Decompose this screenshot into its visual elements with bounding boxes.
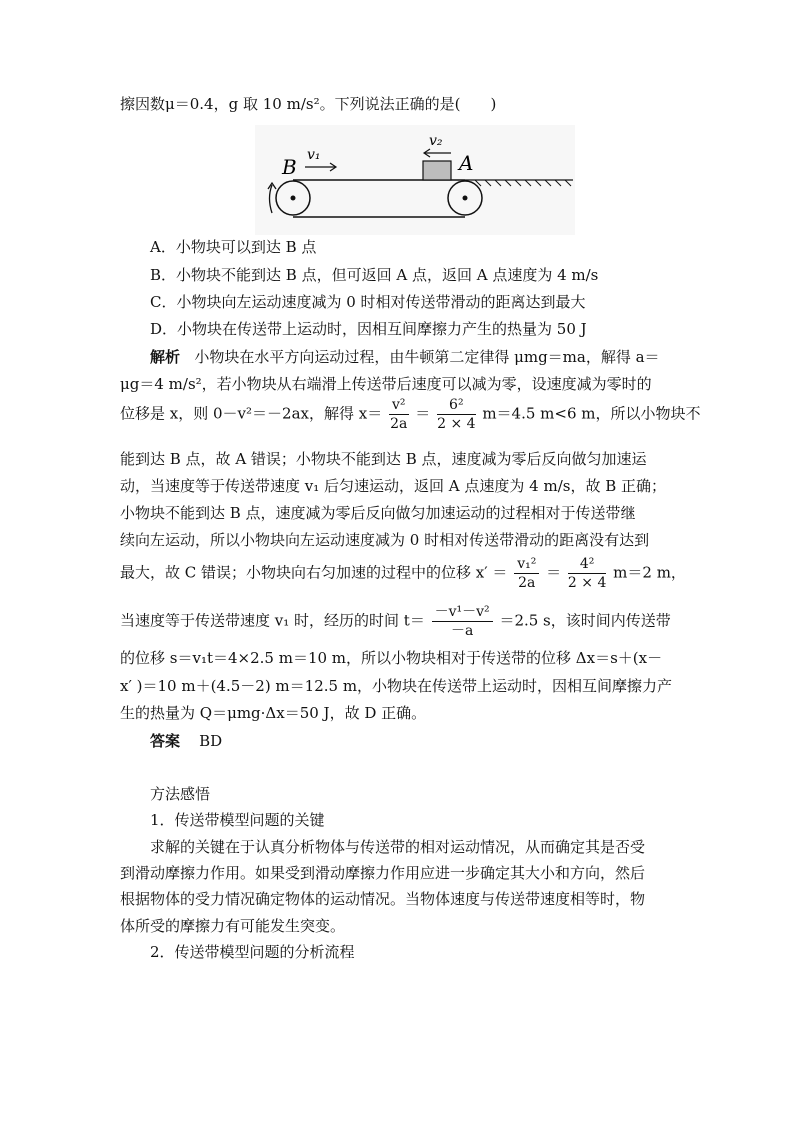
analysis-text-1: 小物块在水平方向运动过程，由牛顿第二定律得 μmg＝ma，解得 a＝ — [194, 348, 660, 366]
method-paragraph-line: 体所受的摩擦力有可能发生突变。 — [120, 917, 346, 935]
analysis-line-7: 续向左运动，所以小物块向左运动速度减为 0 时相对传送带滑动的距离没有达到 — [120, 531, 650, 549]
intro-line: 擦因数μ＝0.4，g 取 10 m/s²。下列说法正确的是( ) — [120, 95, 497, 113]
method-paragraph-line: 根据物体的受力情况确定物体的运动情况。当物体速度与传送带速度相等时，物 — [120, 890, 646, 908]
option-d: D．小物块在传送带上运动时，因相互间摩擦力产生的热量为 50 J — [150, 320, 587, 338]
method-paragraph-line: 求解的关键在于认真分析物体与传送带的相对运动情况，从而确定其是否受 — [150, 838, 646, 856]
analysis-text-9a: 当速度等于传送带速度 v₁ 时，经历的时间 t＝ — [120, 611, 425, 630]
option-c: C．小物块向左运动速度减为 0 时相对传送带滑动的距离达到最大 — [150, 293, 586, 311]
analysis-text-8a: 最大，故 C 错误；小物块向右匀加速的过程中的位移 x′ ＝ — [120, 563, 508, 582]
fraction-6sq-over-8: $\frac{\text{6²}}{2 \times 4}$ — [437, 397, 476, 432]
analysis-line-8: 最大，故 C 错误；小物块向右匀加速的过程中的位移 x′ ＝ $\frac{\text{v₁²}}{2a}$ ＝ $\frac{\text{4²}}{2 \times 4}$ m＝2 m， — [120, 556, 686, 591]
method-heading-1: 1．传送带模型问题的关键 — [150, 811, 325, 829]
conveyor-belt-figure — [255, 125, 575, 235]
label-v1: v₁ — [307, 147, 321, 163]
answer-value: BD — [199, 732, 223, 750]
method-paragraph-line: 到滑动摩擦力作用。如果受到滑动摩擦力作用应进一步确定其大小和方向，然后 — [120, 864, 646, 882]
label-v2: v₂ — [429, 133, 443, 149]
analysis-line-12: 生的热量为 Q＝μmg·Δx＝50 J，故 D 正确。 — [120, 704, 427, 722]
analysis-text-3c: m＝4.5 m<6 m，所以小物块不 — [482, 404, 701, 423]
fraction-v1sq-over-2a: $\frac{\text{v₁²}}{2a}$ — [514, 557, 539, 590]
analysis-line-4: 能到达 B 点，故 A 错误；小物块不能到达 B 点，速度减为零后反向做匀加速运 — [120, 450, 647, 468]
fraction-4sq-over-8: $\frac{\text{4²}}{2 \times 4}$ — [567, 556, 607, 591]
method-title: 方法感悟 — [150, 785, 211, 803]
method-heading-2: 2．传送带模型问题的分析流程 — [150, 943, 355, 961]
option-a: A．小物块可以到达 B 点 — [150, 238, 317, 256]
analysis-text-8c: m＝2 m， — [613, 563, 686, 582]
analysis-line-5: 动，当速度等于传送带速度 v₁ 后匀速运动，返回 A 点速度为 4 m/s，故 B 正确； — [120, 477, 667, 495]
analysis-line-10: 的位移 s＝v₁t＝4×2.5 m＝10 m，所以小物块相对于传送带的位移 Δx＝s＋(x－ — [120, 649, 663, 667]
analysis-line-9 — [120, 605, 671, 638]
label-B: B — [282, 155, 297, 179]
analysis-text-3a: 位移是 x，则 0－v²＝－2ax，解得 x＝ — [120, 404, 383, 423]
analysis-line-3: 位移是 x，则 0－v²＝－2ax，解得 x＝ $\frac{\text{v²}}{2a}$ ＝ $\frac{\text{6²}}{2 \times 4}$ m＝4.5 m<6 m，所以小物块不 — [120, 397, 701, 432]
analysis-line-6: 小物块不能到达 B 点，速度减为零后反向做匀加速运动的过程相对于传送带继 — [120, 504, 636, 522]
block — [423, 161, 451, 180]
analysis-text-9b: ＝2.5 s，该时间内传送带 — [499, 611, 671, 630]
label-A: A — [459, 151, 474, 175]
fraction-time: $\frac{\text{－v¹－v²}}{-a}$ — [432, 605, 493, 638]
answer-line — [150, 734, 222, 749]
option-b: B．小物块不能到达 B 点，但可返回 A 点，返回 A 点速度为 4 m/s — [150, 266, 599, 284]
analysis-line-2: μg＝4 m/s²，若小物块从右端滑上传送带后速度可以减为零，设速度减为零时的 — [120, 375, 652, 393]
answer-label: 答案 — [150, 732, 181, 750]
fraction-v2-over-2a: $\frac{\text{v²}}{2a}$ — [390, 397, 408, 432]
analysis-line-11: x′ )＝10 m＋(4.5－2) m＝12.5 m，小物块在传送带上运动时，因相互间摩擦力产 — [120, 677, 673, 695]
analysis-line-1 — [150, 350, 660, 365]
analysis-label: 解析 — [150, 348, 181, 366]
